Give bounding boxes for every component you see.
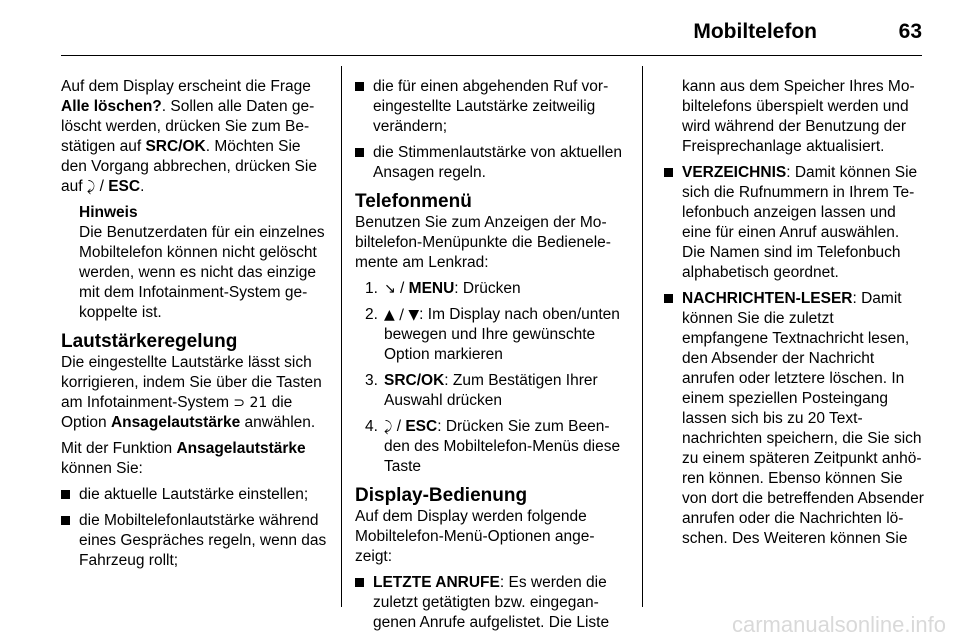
paragraph-continued: kann aus dem Speicher Ihres Mobiltelefons überspielt werden und wird während der Benutzung der Freisprechanlage aktualisiert. <box>682 78 915 155</box>
list-item-text: die aktuelle Lautstärke einstellen; <box>79 486 309 503</box>
text: / <box>392 418 406 435</box>
watermark: carmanualsonline.info <box>731 612 946 637</box>
heading-phone-menu: Telefonmenü <box>355 191 472 212</box>
key-src-ok: SRC/OK <box>384 372 445 389</box>
bold-term: Ansagelautstärke <box>110 414 241 431</box>
header-rule <box>61 55 922 56</box>
bullet-icon <box>355 82 364 91</box>
step-number: 3. <box>365 372 378 389</box>
step-item <box>355 305 623 365</box>
column-3 <box>664 77 924 555</box>
bullet-icon <box>355 148 364 157</box>
bullet-list <box>355 77 623 183</box>
paragraph-phone-menu: Benutzen Sie zum Anzeigen der Mobiltelefon-Menüpunkte die Bedienelemente am Lenkrad: <box>355 214 611 271</box>
text: Die eingestellte Lautstärke lässt sich korrigieren, indem Sie über die Tasten am Infotainment-System <box>61 354 322 411</box>
step-item <box>355 279 623 299</box>
key-esc: ESC <box>108 178 141 195</box>
back-key-icon: ⤸ <box>384 419 393 435</box>
list-item <box>355 77 623 137</box>
list-item-text: die Stimmenlautstärke von aktuellen Ansagen regeln. <box>373 144 622 181</box>
bold-term: Alle löschen? <box>61 98 162 115</box>
key-esc: ESC <box>405 418 438 435</box>
paragraph-display: Auf dem Display werden folgende Mobiltelefon-Menü-Optionen angezeigt: <box>355 508 595 565</box>
bullet-icon <box>355 578 364 587</box>
text: anwählen. <box>240 414 316 431</box>
list-item-text: : Damit können Sie die zuletzt empfangene Textnachricht lesen, den Absender der Nachricht anrufen oder letztere löschen. In einem speziellen Posteingang lassen sich bis zu 20 Textnachrichten speichern, die Sie sich zu einem späteren Zeitpunkt anhören können. Ebenso können Sie von dort die betreffenden Absender anrufen oder die Nachrichten löschen. Des Weiteren können Sie <box>682 290 924 547</box>
step-item <box>355 371 623 411</box>
option-name: NACHRICHTEN-LESER <box>682 290 853 307</box>
list-item <box>664 163 924 283</box>
step-text: : Drücken <box>454 280 521 297</box>
text: Mit der Funktion <box>61 440 177 457</box>
page-reference: ⊃ 21 <box>233 395 268 411</box>
option-name: LETZTE ANRUFE <box>373 574 500 591</box>
bullet-list <box>355 573 623 633</box>
key-src-ok: SRC/OK <box>145 138 206 155</box>
text: . <box>140 178 145 195</box>
list-item-text: : Es werden die zuletzt getätigten bzw. eingegangenen Anrufe aufgelistet. Die Liste <box>373 574 610 631</box>
page-number: 63 <box>898 20 922 43</box>
list-item-text: : Damit können Sie sich die Rufnummern in Ihrem Telefonbuch anzeigen lassen und eine für einen Anruf auswählen. Die Namen sind im Telefonbuch alphabetisch geordnet. <box>682 164 918 281</box>
bullet-icon <box>664 168 673 177</box>
bullet-list <box>664 163 924 549</box>
list-item <box>355 573 623 633</box>
bullet-icon <box>664 294 673 303</box>
step-item <box>355 417 623 477</box>
heading-volume: Lautstärkeregelung <box>61 331 238 352</box>
text: Auf dem Display erscheint die Frage <box>61 78 311 95</box>
step-text: : Zum Bestätigen Ihrer Auswahl drücken <box>384 372 598 409</box>
text: / <box>95 178 109 195</box>
heading-display: Display-Bedienung <box>355 485 528 506</box>
page-header <box>0 0 960 56</box>
step-number: 2. <box>365 306 378 323</box>
list-item <box>664 289 924 549</box>
step-number: 1. <box>365 280 378 297</box>
text: . Sollen alle Daten gelöscht werden, drücken Sie zum Bestätigen auf <box>61 98 315 155</box>
list-item <box>355 143 623 183</box>
section-title: Mobiltelefon <box>693 20 817 43</box>
bullet-icon <box>61 490 70 499</box>
text: . Möchten Sie den Vorgang abbrechen, drücken Sie auf <box>61 138 317 195</box>
bullet-list <box>61 485 329 571</box>
step-text: : Drücken Sie zum Beenden des Mobiltelefon-Menüs diese Taste <box>384 418 621 475</box>
list-item-text: die Mobiltelefonlautstärke während eines Gespräches regeln, wenn das Fahrzeug rollt; <box>79 512 327 569</box>
text: können Sie: <box>61 460 143 477</box>
column-divider-2 <box>642 66 643 607</box>
column-2 <box>355 77 623 639</box>
column-divider-1 <box>341 66 342 607</box>
arrow-keys-icon: ▲ / ▼ <box>384 307 420 323</box>
column-1 <box>61 77 329 577</box>
note-box <box>79 203 329 323</box>
text: / <box>395 280 409 297</box>
list-item <box>61 511 329 571</box>
menu-key-icon: ↘ <box>384 281 396 297</box>
note-title: Hinweis <box>79 204 138 221</box>
step-number: 4. <box>365 418 378 435</box>
note-text: Die Benutzerdaten für ein einzelnes Mobiltelefon können nicht gelöscht werden, wenn es nicht das einzige mit dem Infotainment-System gekoppelte ist. <box>79 224 325 321</box>
bullet-icon <box>61 516 70 525</box>
back-key-icon: ⤸ <box>86 179 96 195</box>
text: die Option <box>61 394 293 431</box>
bold-term: Ansagelautstärke <box>176 440 306 457</box>
list-item-text: die für einen abgehenden Ruf voreingestellte Lautstärke zeitweilig verändern; <box>373 78 609 135</box>
paragraph-function <box>61 439 329 479</box>
step-text: : Im Display nach oben/unten bewegen und Ihre gewünschte Option markieren <box>384 306 620 363</box>
option-name: VERZEICHNIS <box>682 164 787 181</box>
paragraph-volume <box>61 353 329 433</box>
list-item <box>61 485 329 505</box>
paragraph-delete-all <box>61 77 329 197</box>
key-menu: MENU <box>408 280 455 297</box>
steps-list <box>355 279 623 477</box>
